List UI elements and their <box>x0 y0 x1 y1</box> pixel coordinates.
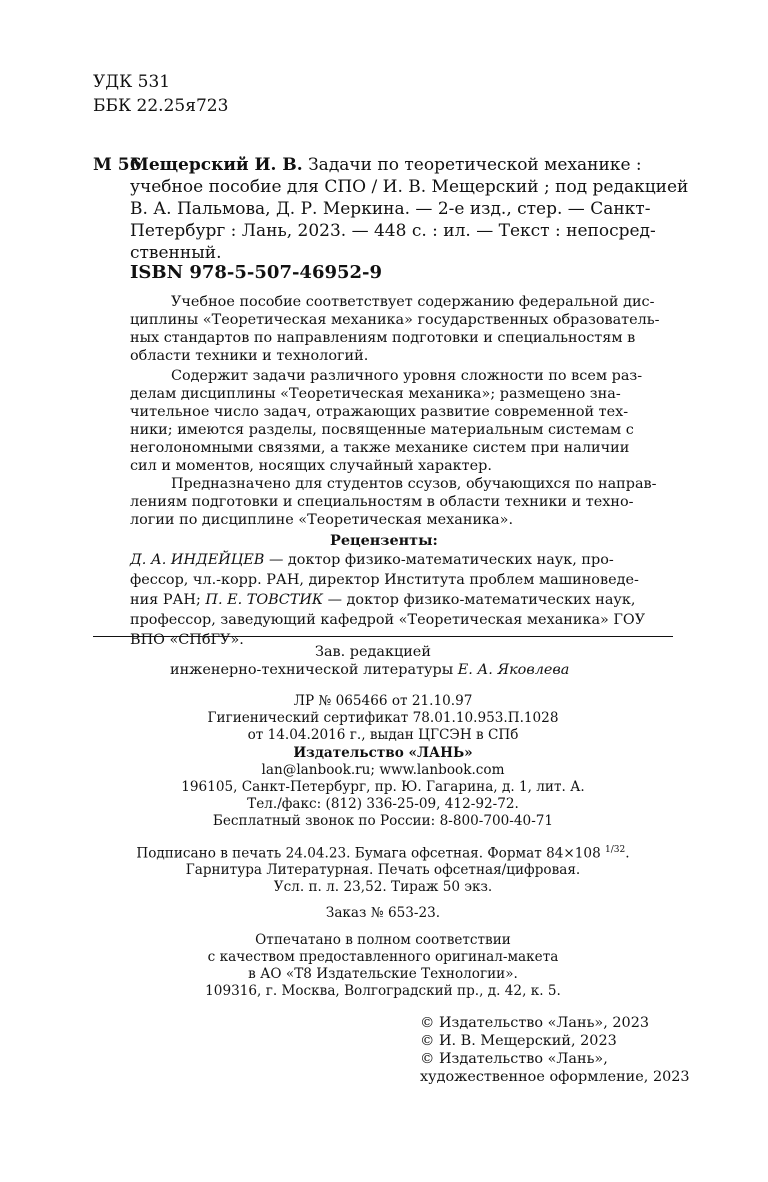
annotation-line: делам дисциплины «Теоретическая механика»; размещено зна- <box>130 386 621 402</box>
reviewer-line: профессор, заведующий кафедрой «Теоретическая механика» ГОУ <box>130 612 646 628</box>
printed-line: 109316, г. Москва, Волгоградский пр., д. 42, к. 5. <box>205 983 561 999</box>
bib-line-4: Петербург : Лань, 2023. — 448 с. : ил. — Текст : непосред- <box>130 221 656 241</box>
print-info-line: Гарнитура Литературная. Печать офсетная/цифровая. <box>185 862 581 878</box>
annotation-line: неголономными связями, а также механике систем при наличии <box>130 440 630 456</box>
bib-line-1 <box>130 155 642 175</box>
copyright-line: художественное оформление, 2023 <box>420 1069 690 1085</box>
bib-line-5: ственный. <box>130 243 222 263</box>
reviewer-line: фессор, чл.-корр. РАН, директор Института проблем машиноведе- <box>130 572 639 588</box>
reviewer-name: Д. А. ИНДЕЙЦЕВ <box>130 552 265 568</box>
reviewer-text: ния РАН; <box>130 592 206 608</box>
copyright-line: © Издательство «Лань», 2023 <box>420 1015 650 1031</box>
annotation-line: лениям подготовки и специальностям в области техники и техно- <box>130 494 634 510</box>
annotation-line: Предназначено для студентов ссузов, обучающихся по направ- <box>171 476 657 492</box>
publisher-contact: Бесплатный звонок по России: 8-800-700-40-71 <box>212 813 554 829</box>
printed-line: с качеством предоставленного оригинал-макета <box>207 949 559 965</box>
license-line: ЛР № 065466 от 21.10.97 <box>293 693 473 709</box>
annotation-line: Содержит задачи различного уровня сложности по всем раз- <box>171 368 643 384</box>
print-info-line <box>93 845 673 862</box>
print-format-fraction: 1/32 <box>605 845 626 855</box>
order-number: Заказ № 653-23. <box>325 905 441 921</box>
editor-name: Е. А. Яковлева <box>457 662 570 678</box>
reviewer-text: — доктор физико-математических наук, про- <box>264 552 614 568</box>
reviewers-title: Рецензенты: <box>330 532 438 549</box>
publisher-contact: lan@lanbook.ru; www.lanbook.com <box>261 762 505 778</box>
annotation-line: Учебное пособие соответствует содержанию федеральной дис- <box>171 294 655 310</box>
print-format: Подписано в печать 24.04.23. Бумага офсетная. Формат 84×108 <box>136 845 606 862</box>
copyright-line: © Издательство «Лань», <box>420 1051 608 1067</box>
annotation-line: логии по дисциплине «Теоретическая механика». <box>130 512 514 528</box>
author-mark: М 56 <box>93 155 142 175</box>
license-line: от 14.04.2016 г., выдан ЦГСЭН в СПб <box>247 727 519 743</box>
bib-line-3: В. А. Пальмова, Д. Р. Меркина. — 2-е изд., стер. — Санкт- <box>130 199 651 219</box>
bib-author: Мещерский И. В. <box>130 155 303 175</box>
reviewer-line <box>130 552 614 568</box>
annotation-line: сил и моментов, носящих случайный характер. <box>130 458 492 474</box>
publisher-contact: Тел./факс: (812) 336-25-09, 412-92-72. <box>247 796 519 812</box>
reviewer-text: — доктор физико-математических наук, <box>323 592 636 608</box>
bbk-code: ББК 22.25я723 <box>93 96 229 116</box>
annotation-line: циплины «Теоретическая механика» государственных образователь- <box>130 312 660 328</box>
annotation-line: ных стандартов по направлениям подготовки и специальностям в <box>130 330 636 346</box>
printed-line: в АО «Т8 Издательские Технологии». <box>248 966 518 982</box>
annotation-line: чительное число задач, отражающих развитие современной тех- <box>130 404 629 420</box>
annotation-line: ники; имеются разделы, посвященные материальным системам с <box>130 422 634 438</box>
reviewer-line: ВПО «СПбГУ». <box>130 632 244 648</box>
reviewer-line <box>130 592 635 608</box>
print-info-line: Усл. п. л. 23,52. Тираж 50 экз. <box>273 879 493 895</box>
publisher-contact: 196105, Санкт-Петербург, пр. Ю. Гагарина, д. 1, лит. А. <box>181 779 585 795</box>
print-format-end: . <box>625 845 630 862</box>
copyright-line: © И. В. Мещерский, 2023 <box>420 1033 617 1049</box>
divider <box>93 636 673 637</box>
isbn: ISBN 978-5-507-46952-9 <box>130 262 383 283</box>
editor-text: инженерно-технической литературы <box>170 662 458 678</box>
annotation-line: области техники и технологий. <box>130 348 369 364</box>
printed-line: Отпечатано в полном соответствии <box>255 932 511 948</box>
udk-code: УДК 531 <box>93 72 171 92</box>
license-line: Гигиенический сертификат 78.01.10.953.П.1028 <box>207 710 559 726</box>
editor-line <box>170 662 569 678</box>
reviewer-name: П. Е. ТОВСТИК <box>205 592 324 608</box>
bib-line-2: учебное пособие для СПО / И. В. Мещерский ; под редакцией <box>130 177 689 197</box>
publisher-name: Издательство «ЛАНЬ» <box>293 745 473 761</box>
bib-title: Задачи по теоретической механике : <box>302 155 642 175</box>
editor-line: Зав. редакцией <box>315 644 431 660</box>
